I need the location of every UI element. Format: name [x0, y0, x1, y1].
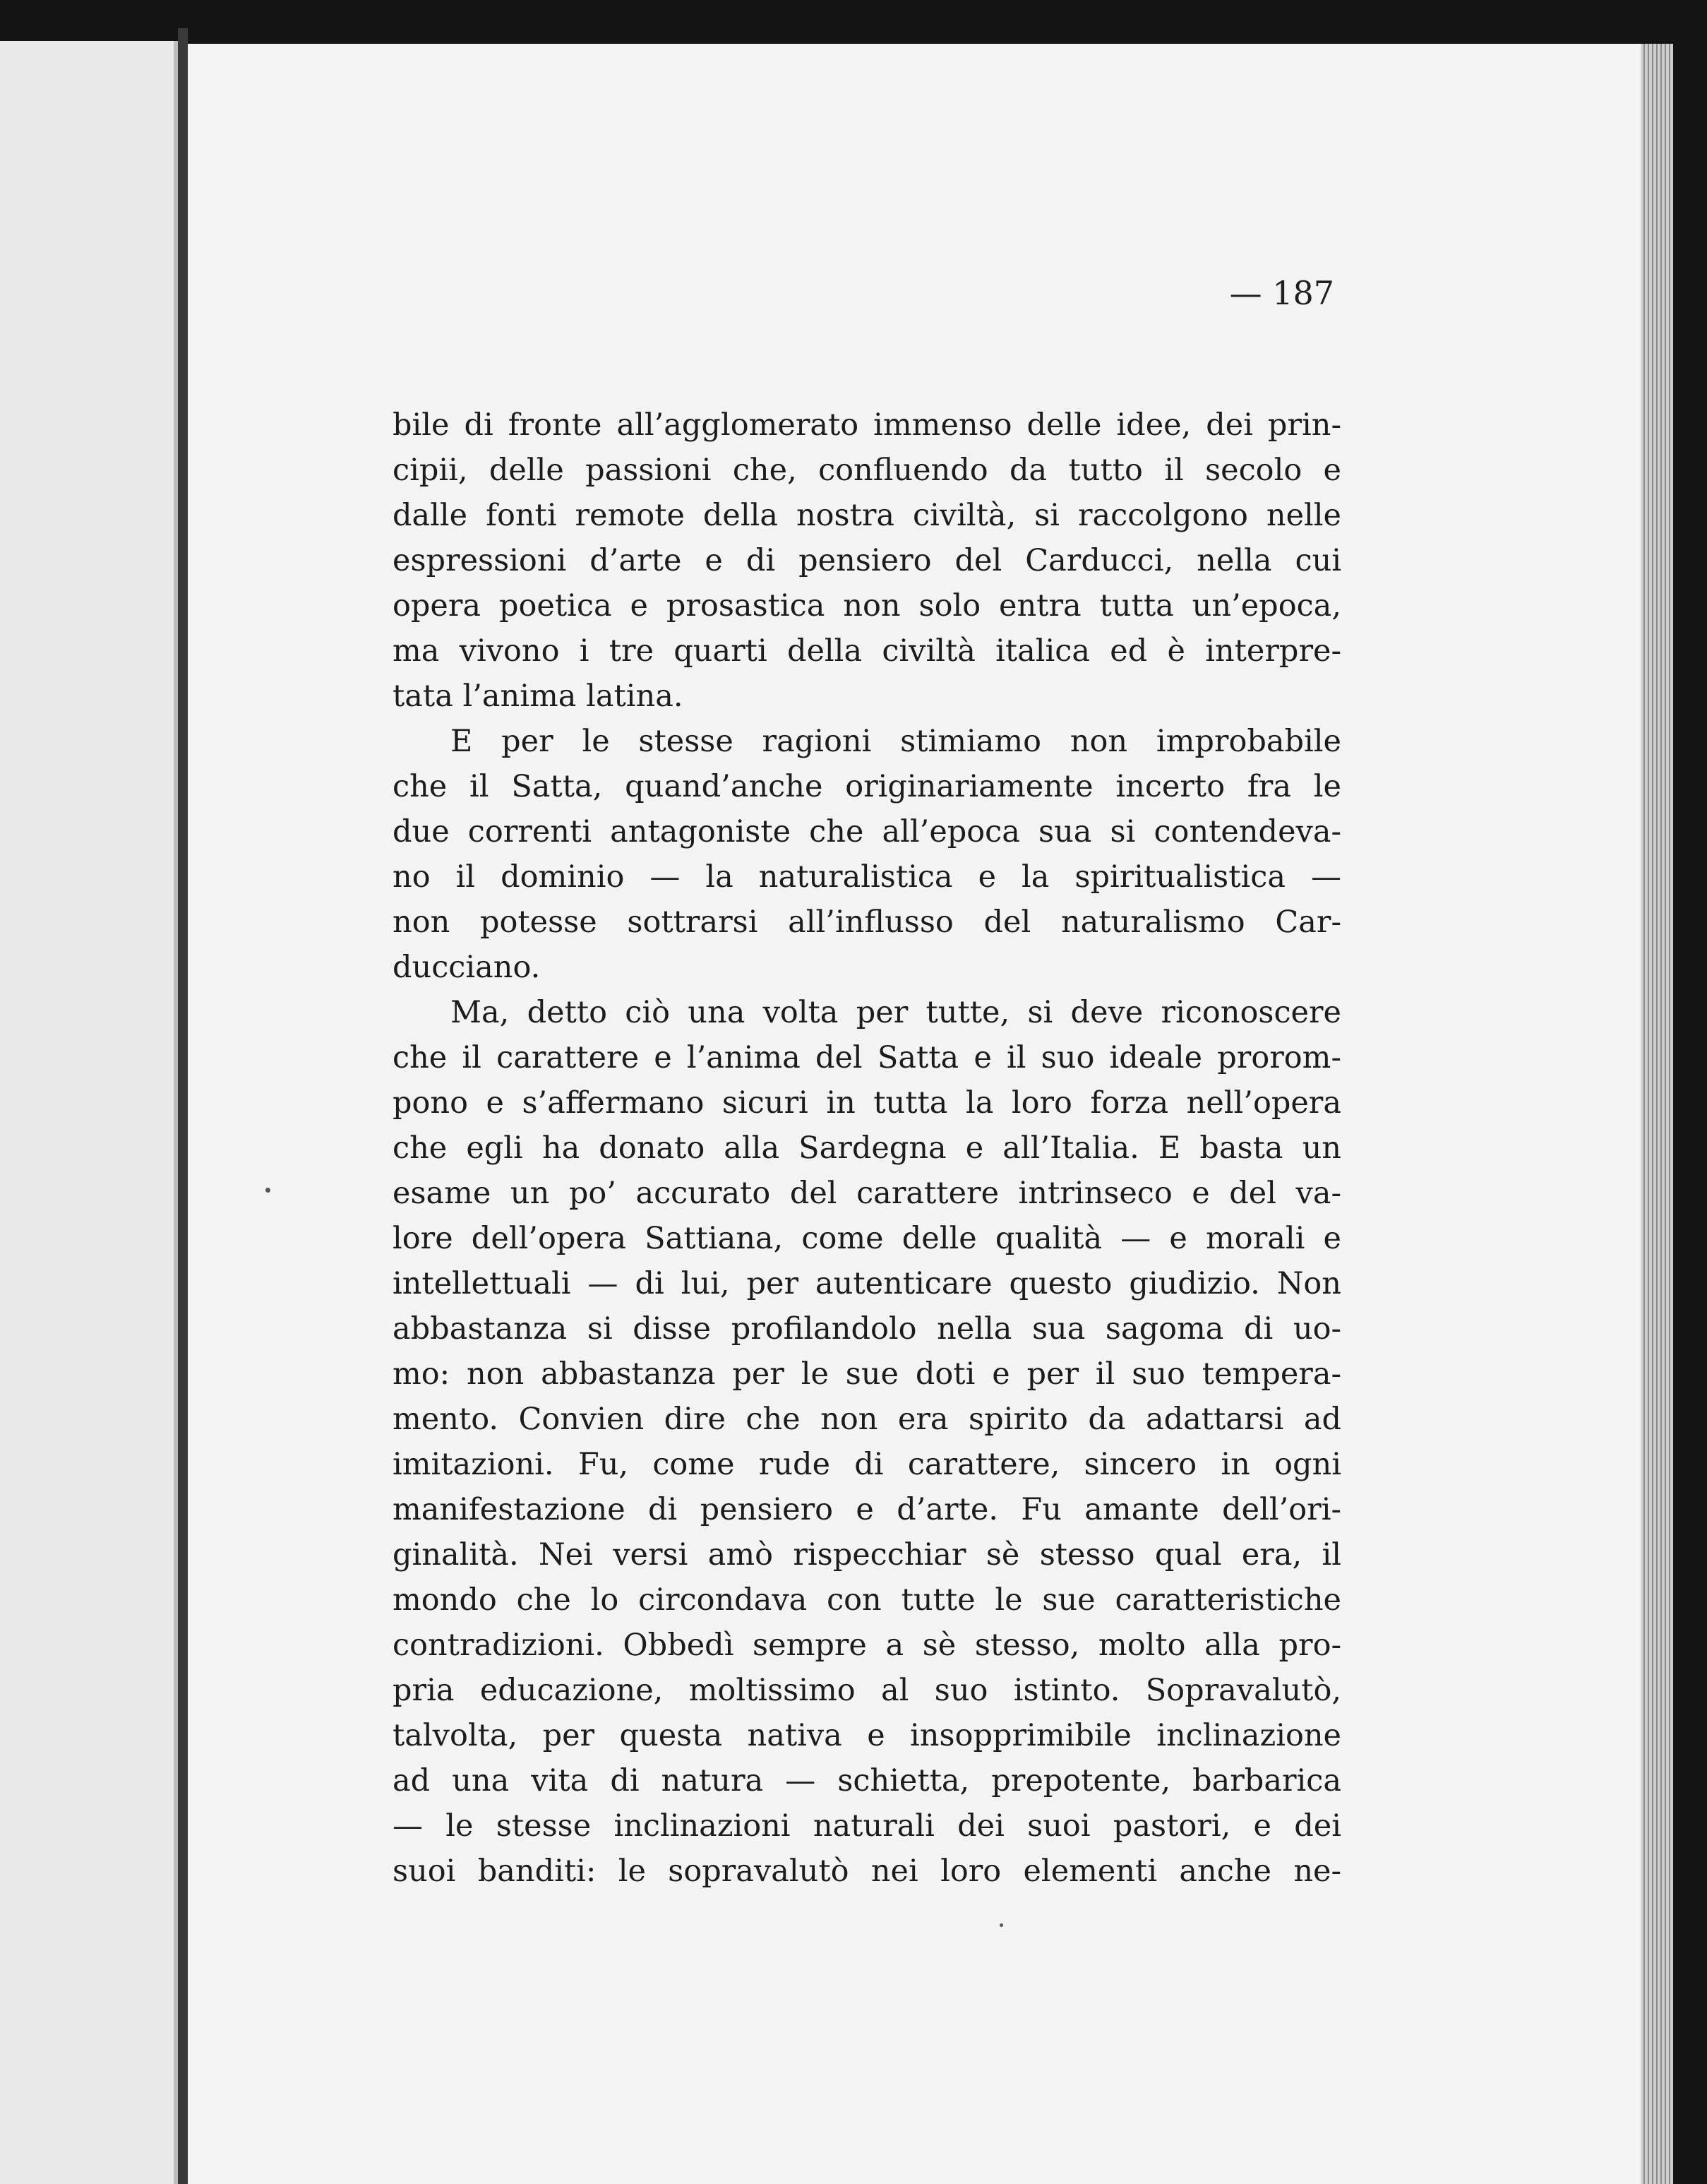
text-line: bile di fronte all’agglomerato immenso delle idee, dei prin- [393, 407, 1341, 443]
text-line: espressioni d’arte e di pensiero del Carducci, nella cui [393, 543, 1341, 578]
text-line: ducciano. [393, 950, 541, 985]
page-number: — 187 [1229, 274, 1334, 312]
paper-speck [265, 1188, 270, 1193]
scan-background [1673, 0, 1707, 2184]
paragraph-3 [393, 990, 1341, 1894]
text-line: cipii, delle passioni che, confluendo da tutto il secolo e [393, 453, 1341, 488]
text-line: che il carattere e l’anima del Satta e il suo ideale prorom- [393, 1040, 1341, 1075]
text-line: che il Satta, quand’anche originariamente incerto fra le [393, 769, 1341, 804]
text-line: che egli ha donato alla Sardegna e all’Italia. E basta un [393, 1130, 1341, 1166]
text-line: contradizioni. Obbedì sempre a sè stesso, molto alla pro- [393, 1628, 1341, 1663]
text-line: due correnti antagoniste che all’epoca sua si contendeva- [393, 814, 1341, 849]
text-line: abbastanza si disse profilandolo nella sua sagoma di uo- [393, 1311, 1341, 1347]
text-line: ma vivono i tre quarti della civiltà italica ed è interpre- [393, 633, 1341, 669]
text-line: — le stesse inclinazioni naturali dei suoi pastori, e dei [393, 1808, 1341, 1844]
text-line: imitazioni. Fu, come rude di carattere, sincero in ogni [393, 1447, 1341, 1482]
page-stack-edges [1641, 44, 1673, 2184]
text-line: suoi banditi: le sopravalutò nei loro elementi anche ne- [393, 1854, 1341, 1889]
text-line: talvolta, per questa nativa e insopprimibile inclinazione [393, 1718, 1341, 1753]
body-text [393, 402, 1341, 1894]
text-line: lore dell’opera Sattiana, come delle qualità — e morali e [393, 1221, 1341, 1256]
paragraph-2 [393, 719, 1341, 990]
paragraph-1 [393, 402, 1341, 719]
text-line: manifestazione di pensiero e d’arte. Fu amante dell’ori- [393, 1492, 1341, 1527]
book-gutter [178, 28, 188, 2184]
text-line: ginalità. Nei versi amò rispecchiar sè stesso qual era, il [393, 1537, 1341, 1573]
text-line: esame un po’ accurato del carattere intrinseco e del va- [393, 1176, 1341, 1211]
left-page-edge [0, 41, 178, 2184]
text-line: no il dominio — la naturalistica e la spiritualistica — [393, 859, 1341, 895]
text-line: pono e s’affermano sicuri in tutta la loro forza nell’opera [393, 1085, 1341, 1121]
text-line: intellettuali — di lui, per autenticare questo giudizio. Non [393, 1266, 1341, 1301]
text-line: tata l’anima latina. [393, 679, 683, 714]
text-line: E per le stesse ragioni stimiamo non improbabile [450, 724, 1341, 759]
text-line: ad una vita di natura — schietta, prepotente, barbarica [393, 1763, 1341, 1798]
text-line: mondo che lo circondava con tutte le sue caratteristiche [393, 1582, 1341, 1618]
text-line: Ma, detto ciò una volta per tutte, si deve riconoscere [450, 995, 1341, 1030]
text-line: mo: non abbastanza per le sue doti e per il suo tempera- [393, 1356, 1341, 1392]
paper-speck [1000, 1923, 1003, 1927]
text-line: pria educazione, moltissimo al suo istinto. Sopravalutò, [393, 1673, 1341, 1708]
text-line: opera poetica e prosastica non solo entra tutta un’epoca, [393, 588, 1341, 623]
text-line: mento. Convien dire che non era spirito da adattarsi ad [393, 1402, 1341, 1437]
text-line: non potesse sottrarsi all’influsso del naturalismo Car- [393, 905, 1341, 940]
text-line: dalle fonti remote della nostra civiltà, si raccolgono nelle [393, 498, 1341, 533]
